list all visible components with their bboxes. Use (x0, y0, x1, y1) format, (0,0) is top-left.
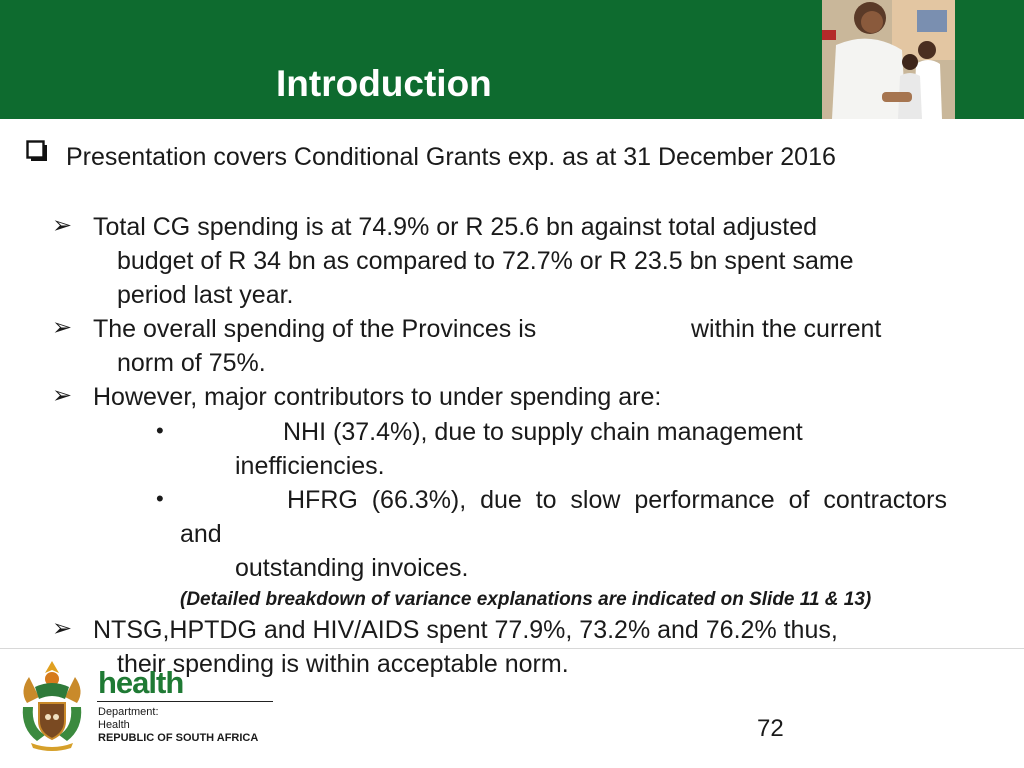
point-4-line-2: their spending is within acceptable norm. (117, 650, 569, 678)
arrowhead-bullet-icon: ➢ (52, 212, 73, 239)
point-1-line-3: period last year. (117, 281, 294, 309)
sub-2-line-2: and (180, 520, 222, 548)
checkbox-square-icon (26, 140, 48, 162)
republic-label: REPUBLIC OF SOUTH AFRICA (98, 732, 259, 744)
variance-note: (Detailed breakdown of variance explanations are indicated on Slide 11 & 13) (180, 589, 872, 610)
health-logo-text: health (98, 665, 184, 700)
point-2-line-1a: The overall spending of the Provinces is (93, 315, 537, 343)
point-2-line-2: norm of 75%. (117, 349, 266, 377)
arrowhead-bullet-icon: ➢ (52, 382, 73, 409)
footer-divider (0, 648, 1024, 649)
point-2-line-1b: within the current (691, 315, 882, 343)
slide-title: Introduction (276, 63, 492, 104)
dot-bullet-icon: • (156, 418, 164, 443)
coat-of-arms-logo (15, 657, 90, 752)
sub-2-line-3: outstanding invoices. (235, 554, 469, 582)
arrowhead-bullet-icon: ➢ (52, 314, 73, 341)
point-1-line-1: Total CG spending is at 74.9% or R 25.6 bn against total adjusted (93, 213, 818, 241)
department-name: Health (98, 719, 130, 731)
intro-text: Presentation covers Conditional Grants exp. as at 31 December 2016 (66, 143, 836, 171)
point-1-line-2: budget of R 34 bn as compared to 72.7% or R 23.5 bn spent same (117, 247, 854, 275)
sub-2-line-1: HFRG (66.3%), due to slow performance of contractors (287, 486, 947, 514)
sub-1-line-2: inefficiencies. (235, 452, 385, 480)
sub-1-line-1: NHI (37.4%), due to supply chain management (283, 418, 803, 446)
department-label: Department: (98, 706, 159, 718)
point-4-line-1: NTSG,HPTDG and HIV/AIDS spent 77.9%, 73.2% and 76.2% thus, (93, 616, 838, 644)
page-number: 72 (757, 715, 784, 742)
dot-bullet-icon: • (156, 486, 164, 511)
arrowhead-bullet-icon: ➢ (52, 615, 73, 642)
point-3-text: However, major contributors to under spending are: (93, 383, 662, 411)
logo-underline (97, 701, 273, 702)
